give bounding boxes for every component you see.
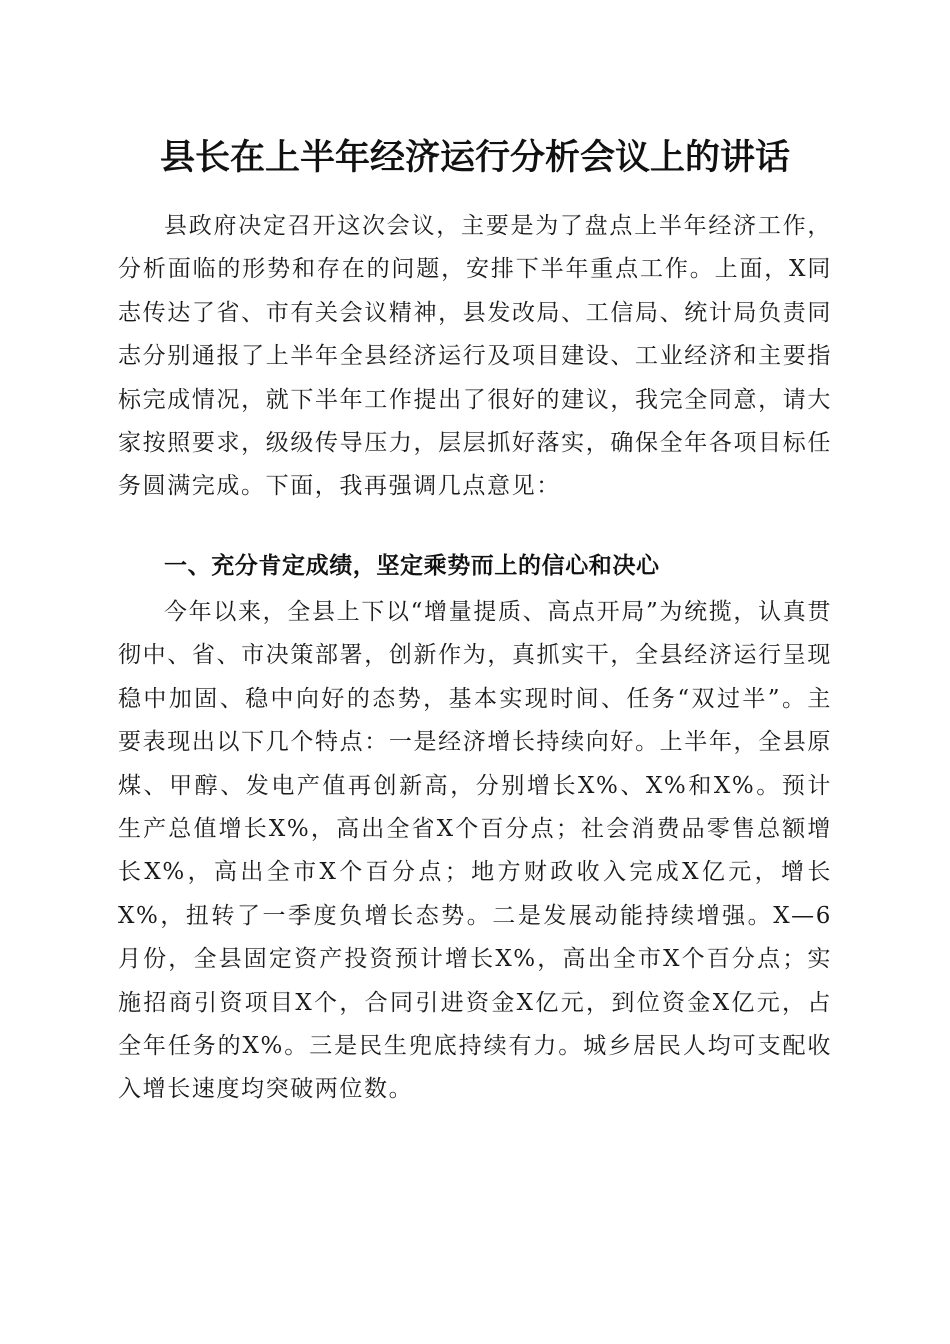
document-title: 县长在上半年经济运行分析会议上的讲话 [159, 137, 790, 178]
section-heading-1: 一、充分肯定成绩，坚定乘势而上的信心和决心 [164, 553, 660, 579]
paragraph-achievements: 今年以来，全县上下以“增量提质、高点开局”为统揽，认真贯彻中、省、市决策部署，创新作为，真抓实干，全县经济运行呈现稳中加固、稳中向好的态势，基本实现时间、任务“双过半”。主要表现出以下几个特点：一是经济增长持续向好。上半年，全县原煤、甲醇、发电产值再创新高，分别增长X%、X%和X%。预计生产总值增长X%，高出全省X个百分点；社会消费品零售总额增长X%，高出全市X个百分点；地方财政收入完成X亿元，增长X%，扭转了一季度负增长态势。二是发展动能持续增强。X—6月份，全县固定资产投资预计增长X%，高出全市X个百分点；实施招商引资项目X个，合同引进资金X亿元，到位资金X亿元，占全年任务的X%。三是民生兜底持续有力。城乡居民人均可支配收入增长速度均突破两位数。 [118, 599, 832, 1103]
paragraph-intro: 县政府决定召开这次会议，主要是为了盘点上半年经济工作，分析面临的形势和存在的问题，安排下半年重点工作。上面，X同志传达了省、市有关会议精神，县发改局、工信局、统计局负责同志分别通报了上半年全县经济运行及项目建设、工业经济和主要指标完成情况，就下半年工作提出了很好的建议，我完全同意，请大家按照要求，级级传导压力，层层抓好落实，确保全年各项目标任务圆满完成。下面，我再强调几点意见： [118, 213, 832, 500]
